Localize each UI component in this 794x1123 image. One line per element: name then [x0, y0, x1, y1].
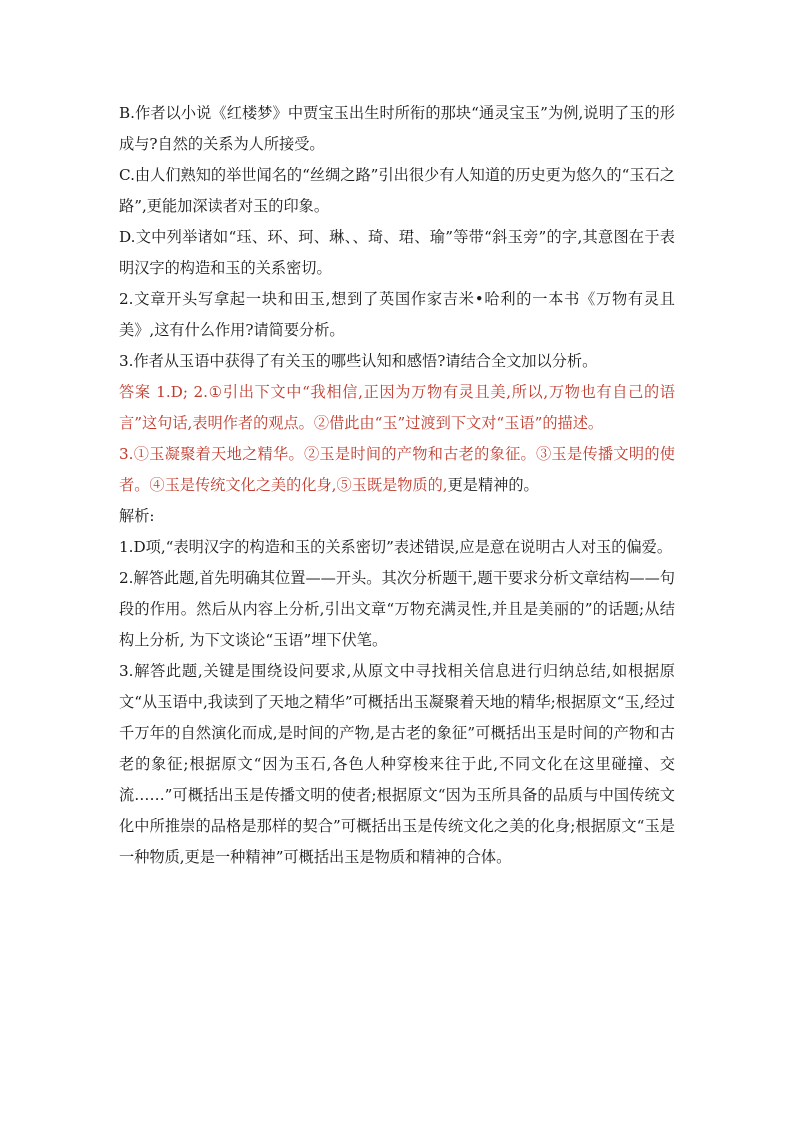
analysis-3: 3.解答此题,关键是围绕设问要求,从原文中寻找相关信息进行归纳总结,如根据原文“从玉语中,我读到了天地之精华”可概括出玉凝聚着天地的精华;根据原文“玉,经过千万年的自然演化而成,是时间的产物,是古老的象征”可概括出玉是时间的产物和古老的象征;根据原文“因为玉石,各色人种穿梭来往于此,不同文化在这里碰撞、交流……”可概括出玉是传播文明的使者;根据原文“因为玉所具备的品质与中国传统文化中所推崇的品格是那样的契合”可概括出玉是传统文化之美的化身;根据原文“玉是一种物质,更是一种精神”可概括出玉是物质和精神的合体。 [119, 662, 675, 866]
answer-3-red: 3.①玉凝聚着天地之精华。②玉是时间的产物和古老的象征。③玉是传播文明的使者。④玉是传统文化之美的化身,⑤玉既是物质的, [119, 445, 675, 494]
document-body [119, 98, 675, 873]
analysis-1: 1.D项,“表明汉字的构造和玉的关系密切”表述错误,应是意在说明古人对玉的偏爱。 [119, 538, 673, 556]
analysis-2: 2.解答此题,首先明确其位置——开头。其次分析题干,题干要求分析文章结构——句段的作用。然后从内容上分析,引出文章“万物充满灵性,并且是美丽的”的话题;从结构上分析, 为下文谈论“玉语”埋下伏笔。 [119, 569, 675, 649]
option-b: B.作者以小说《红楼梦》中贾宝玉出生时所衔的那块“通灵宝玉”为例,说明了玉的形成与?自然的关系为人所接受。 [119, 104, 675, 153]
option-d: D.文中列举诸如“珏、环、珂、琳、、琦、珺、瑜”等带“斜玉旁”的字,其意图在于表明汉字的构造和玉的关系密切。 [119, 228, 675, 277]
answer-3-black: 更是精神的。 [447, 476, 539, 494]
answer-1-2: 答案 1.D; 2.①引出下文中“我相信,正因为万物有灵且美,所以,万物也有自己的语言”这句话,表明作者的观点。②借此由“玉”过渡到下文对“玉语”的描述。 [119, 383, 675, 432]
option-c: C.由人们熟知的举世闻名的“丝绸之路”引出很少有人知道的历史更为悠久的“玉石之路”,更能加深读者对玉的印象。 [119, 166, 675, 215]
question-2: 2.文章开头写拿起一块和田玉,想到了英国作家吉米•哈利的一本书《万物有灵且美》,这有什么作用?请简要分析。 [119, 290, 675, 339]
question-3: 3.作者从玉语中获得了有关玉的哪些认知和感悟?请结合全文加以分析。 [119, 352, 598, 370]
answer-3 [119, 439, 675, 501]
analysis-heading: 解析: [119, 507, 155, 525]
